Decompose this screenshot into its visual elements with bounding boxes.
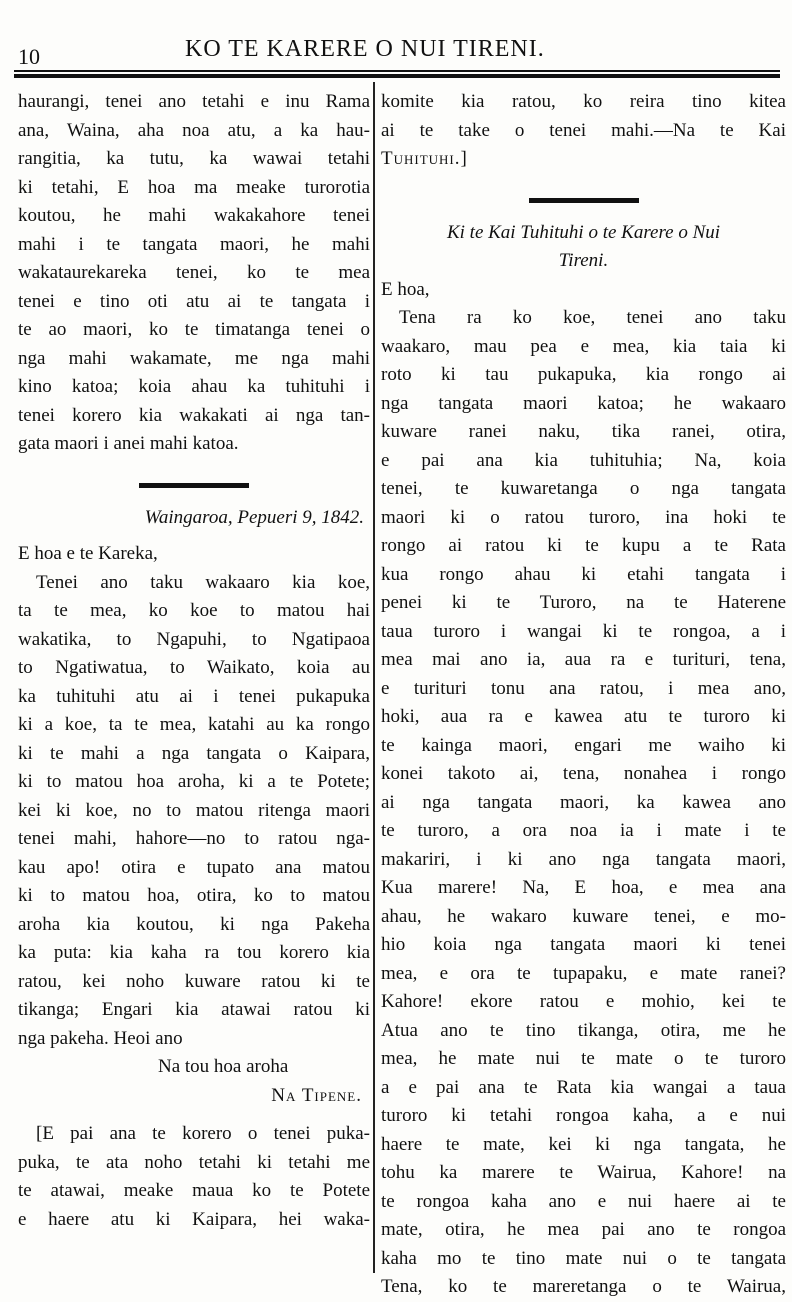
page-number: 10 [18, 44, 40, 69]
text-line: te kainga maori, engari me waiho ki [381, 734, 786, 756]
text-line: kaha mo te tino mate nui o te tangata [381, 1247, 786, 1269]
text-line: turoro ki tetahi rongoa kaha, a e nui [381, 1105, 786, 1126]
text-line: hoki, aua ra e kawea atu te turoro ki [381, 706, 786, 727]
text-line: mea mai ano ia, aua ra e turituri, tena, [381, 649, 786, 670]
text-line: kei ki koe, no to matou ritenga maori [18, 799, 370, 821]
page-header [0, 0, 792, 100]
text-line: tenei mahi, hahore—no to ratou nga- [18, 828, 370, 849]
text-line: e pai ana kia tuhituhia; Na, koia [381, 449, 786, 471]
text-line: te rongoa kaha ano e nui haere ai te [381, 1190, 786, 1212]
text-line: roto ki tau pukapuka, kia rongo ai [381, 364, 786, 385]
text-line: ka puta: kia kaha ra tou korero kia [18, 942, 370, 963]
text-line: a e pai ana te Rata kia wangai a taua [381, 1076, 786, 1098]
text-line: tikanga; Engari kia atawai ratou ki [18, 999, 370, 1020]
letter-heading-line1: Ki te Kai Tuhituhi o te Karere o Nui [446, 221, 721, 243]
text-line: tenei, te kuwaretanga o nga tangata [381, 478, 786, 499]
text-line: gata maori i anei mahi katoa. [18, 433, 239, 454]
text-line: te atawai, meake maua ko te Potete [18, 1180, 370, 1201]
left-column [18, 88, 370, 1234]
text-line: ka tuhituhi atu ai i tenei pukapuka [18, 685, 370, 707]
text-line: puka, te ata noho tetahi ki tetahi me [18, 1151, 370, 1173]
text-line: ki a koe, ta te mea, katahi au ka rongo [18, 714, 370, 735]
header-rule-thick [14, 74, 780, 78]
text-line: Tena ra ko koe, tenei ano taku [399, 307, 786, 328]
editor-note [18, 1120, 370, 1234]
text-line: Tuhituhi.] [381, 148, 468, 169]
text-line: wakataurekareka tenei, ko te mea [18, 262, 370, 283]
text-line: mea, he mate nui te mate o te turoro [381, 1048, 786, 1069]
text-line: mahi i te tangata maori, he mahi [18, 233, 370, 255]
text-line: ki to matou hoa, otira, ko to matou [18, 885, 370, 906]
section-separator [139, 483, 249, 488]
text-line: konei takoto ai, tena, nonahea i rongo [381, 763, 786, 784]
letter-salutation: E hoa e te Kareka, [18, 543, 158, 564]
right-column [381, 88, 786, 1302]
text-line: penei ki te Turoro, na te Haterene [381, 592, 786, 613]
text-line: to Ngatiwatua, to Waikato, koia au [18, 657, 370, 678]
text-line: kau apo! otira e tupato ana matou [18, 856, 370, 878]
editor-note-continued [381, 88, 786, 174]
text-line: aroha kia koutou, ki nga Pakeha [18, 913, 370, 935]
text-line: tenei korero kia wakakati ai nga tan- [18, 404, 370, 426]
letter-heading-line2: Tireni. [558, 250, 609, 271]
text-line: ki tetahi, E hoa ma meake turorotia [18, 176, 370, 198]
text-line: [E pai ana te korero o tenei puka- [36, 1123, 370, 1144]
text-line: taua turoro i wangai ki te rongoa, a i [381, 620, 786, 642]
text-line: wakatika, to Ngapuhi, to Ngatipaoa [18, 628, 370, 650]
letter-salutation: E hoa, [381, 278, 430, 300]
text-line: hio koia nga tangata maori ki tenei [381, 934, 786, 955]
text-line: rangitia, ka tutu, ka wawai tetahi [18, 148, 370, 169]
text-line: nga mahi wakamate, me nga mahi [18, 347, 370, 369]
text-line: nga tangata maori katoa; he wakaaro [381, 392, 786, 414]
text-line: Kua marere! Na, E hoa, e mea ana [381, 877, 786, 898]
text-line: koutou, he mahi wakakahore tenei [18, 205, 370, 226]
text-line: ki te mahi a nga tangata o Kaipara, [18, 742, 370, 764]
text-line: rongo ai ratou ki te kupu a te Rata [381, 535, 786, 556]
letter-body [381, 304, 786, 1302]
text-line: kua rongo ahau ki etahi tangata i [381, 563, 786, 585]
text-line: mate, otira, he mea pai ano te rongoa [381, 1219, 786, 1240]
column-divider [373, 82, 375, 1273]
text-line: e turituri tonu ana ratou, i mea ano, [381, 677, 786, 699]
text-line: Kahore! ekore ratou e mohio, kei te [381, 991, 786, 1012]
header-rule-thin [14, 70, 780, 72]
text-line: maori ki o ratou turoro, ina hoki te [381, 506, 786, 528]
text-line: Tena, ko te mareretanga o te Wairua, [381, 1276, 786, 1297]
text-line: ana, Waina, aha noa atu, a ka hau- [18, 119, 370, 141]
letter-closing: Na tou hoa aroha [158, 1056, 289, 1077]
letter-body [18, 569, 370, 1054]
text-line: ta te mea, ko koe to matou hai [18, 600, 370, 621]
text-line: e haere atu ki Kaipara, hei waka- [18, 1208, 370, 1230]
newspaper-title: KO TE KARERE O NUI TIRENI. [185, 36, 545, 62]
text-line: Atua ano te tino tikanga, otira, me he [381, 1019, 786, 1041]
text-line: ai te take o tenei mahi.—Na te Kai [381, 119, 786, 141]
continued-article [18, 88, 370, 459]
text-line: waakaro, mau pea e mea, kia taia ki [381, 335, 786, 357]
text-line: kino katoa; koia ahau ka tuhituhi i [18, 376, 370, 397]
text-line: ki to matou hoa aroha, ki a te Potete; [18, 771, 370, 792]
text-line: ratou, kei noho kuware ratou ki te [18, 970, 370, 992]
text-line: nga pakeha. Heoi ano [18, 1027, 183, 1049]
text-line: ahau, he wakaro kuware tenei, e mo- [381, 905, 786, 927]
letter-dateline: Waingaroa, Pepueri 9, 1842. [144, 506, 364, 528]
text-line: kuware ranei naku, tika ranei, otira, [381, 421, 786, 442]
text-line: mea, e ora te tupapaku, e mate ranei? [381, 962, 786, 984]
letter-signature: Na Tipene. [271, 1084, 362, 1106]
text-line: te turoro, a ora noa ia i mate i te [381, 820, 786, 841]
text-line: tohu ka marere te Wairua, Kahore! na [381, 1162, 786, 1183]
text-line: te ao maori, ko te timatanga tenei o [18, 319, 370, 340]
text-line: haere te mate, kei ki nga tangata, he [381, 1133, 786, 1155]
text-line: ai nga tangata maori, ka kawea ano [381, 791, 786, 813]
text-line: makariri, i ki ano nga tangata maori, [381, 848, 786, 870]
text-line: komite kia ratou, ko reira tino kitea [381, 91, 786, 112]
section-separator [529, 198, 639, 203]
text-line: haurangi, tenei ano tetahi e inu Rama [18, 91, 370, 112]
text-line: tenei e tino oti atu ai te tangata i [18, 290, 370, 312]
text-line: Tenei ano taku wakaaro kia koe, [36, 571, 370, 593]
